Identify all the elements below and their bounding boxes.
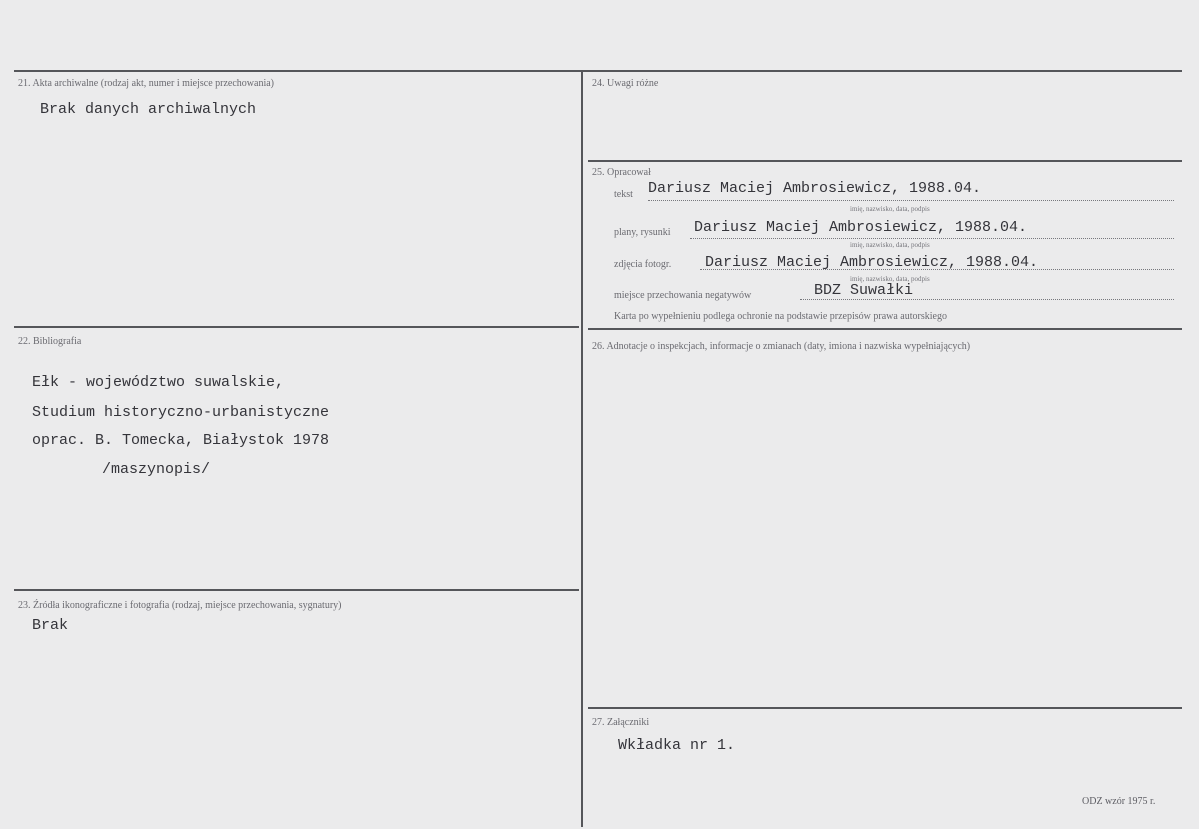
zdjecia-label: zdjęcia fotogr. [614, 259, 672, 270]
top-rule [14, 70, 1182, 72]
zdjecia-hint: imię, nazwisko, data, podpis [850, 275, 930, 283]
tekst-hint: imię, nazwisko, data, podpis [850, 205, 930, 213]
miejsce-dotted-line [800, 299, 1174, 300]
center-divider [581, 70, 583, 827]
section-21-label: 21. Akta archiwalne (rodzaj akt, numer i miejsce przechowania) [18, 78, 275, 89]
form-footer: ODZ wzór 1975 r. [1082, 796, 1156, 807]
rule-27 [588, 707, 1182, 709]
section-23-label: 23. Źródła ikonograficzne i fotografia (rodzaj, miejsce przechowania, sygnatury) [18, 600, 342, 611]
miejsce-label: miejsce przechowania negatywów [614, 290, 752, 301]
plany-hint: imię, nazwisko, data, podpis [850, 241, 930, 249]
section-26-label: 26. Adnotacje o inspekcjach, informacje o zmianach (daty, imiona i nazwiska wypełniających) [592, 341, 971, 352]
miejsce-value: BDZ Suwałki [814, 282, 914, 299]
section-27-text: Wkładka nr 1. [618, 737, 736, 754]
section-21-text: Brak danych archiwalnych [40, 101, 257, 118]
section-22-label: 22. Bibliografia [18, 336, 82, 347]
copyright-note: Karta po wypełnieniu podlega ochronie na podstawie przepisów prawa autorskiego [614, 311, 947, 322]
bibliography-line-4: /maszynopis/ [102, 461, 211, 478]
bibliography-line-2: Studium historyczno-urbanistyczne [32, 404, 330, 421]
tekst-dotted-line [648, 200, 1174, 201]
section-25-label: 25. Opracował [592, 167, 651, 178]
bibliography-line-3: oprac. B. Tomecka, Białystok 1978 [32, 432, 330, 449]
zdjecia-value: Dariusz Maciej Ambrosiewicz, 1988.04. [705, 254, 1039, 271]
plany-label: plany, rysunki [614, 227, 671, 238]
plany-value: Dariusz Maciej Ambrosiewicz, 1988.04. [694, 219, 1028, 236]
bibliography-line-1: Ełk - województwo suwalskie, [32, 374, 285, 391]
section-27-label: 27. Załączniki [592, 717, 650, 728]
rule-26 [588, 328, 1182, 330]
tekst-value: Dariusz Maciej Ambrosiewicz, 1988.04. [648, 180, 982, 197]
section-24-label: 24. Uwagi różne [592, 78, 659, 89]
rule-25 [588, 160, 1182, 162]
rule-22 [14, 326, 579, 328]
section-23-text: Brak [32, 617, 69, 634]
rule-23 [14, 589, 579, 591]
tekst-label: tekst [614, 189, 633, 200]
plany-dotted-line [690, 238, 1174, 239]
